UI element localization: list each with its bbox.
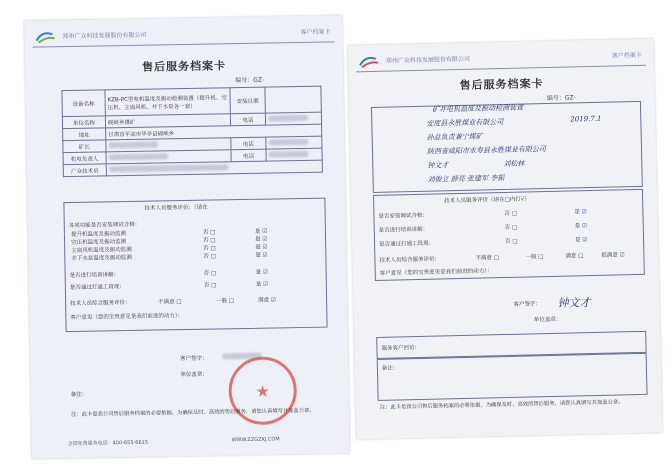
footer-note: 注：此卡是我公司售后服务档案的必要依据，为确保及时、高效的售后服务，请您认真填写并加盖公章。 [71, 407, 315, 419]
sign-label: 客户签字： [513, 301, 542, 308]
yes-option: 是 [255, 244, 261, 251]
footer-website: WWW.ZZGZKJ.COM [231, 436, 280, 444]
fair-option: 一般 [525, 254, 537, 261]
company-name: 郑州广众科技发展股份有限公司 [385, 55, 471, 65]
service-evaluation-box: 技术人员服务评价：（请在 各项功能是否安装调试合格： 提升机温度及振动监测 空压机温度及振动监测 主扇风机温度及振动监测 井下水泵温度及振动监测 否 □ 否 □ 否 □ 否 □ 是 ☑ 是 ☑ 是 ☑ 是 ☑ 是否进行培训讲解： 否 □ 是 ☑ 是否通过打通工段现： 否 □ 是 ☑ 技术人员综合服务评价： 不满意 □ 一般 □ 满意 ☑ 客户意见（您的宝贵意见是我们前进的动力）： [63, 198, 327, 333]
card-type-label: 客户档案卡 [611, 51, 642, 60]
check-mark-icon: ☑ [581, 209, 587, 216]
sign-label: 客户签字： [180, 355, 208, 363]
redacted-name [108, 141, 158, 148]
unit-handwritten: 安度县永胜煤业有限公司 [426, 118, 504, 128]
equipment-handwritten: 矿井电机温度及振动检测装置 [431, 103, 524, 114]
person2-handwritten: 刘松林 [503, 159, 525, 169]
card-type-label: 客户档案卡 [300, 28, 331, 36]
q1-label: 是否安装调试合格： [378, 212, 429, 220]
yes-option: 是 [254, 228, 261, 235]
items-header: 各项功能是否安装调试合格： [68, 221, 141, 230]
yes-option: 是 [574, 223, 581, 230]
check-mark-icon: ☑ [262, 244, 268, 251]
yes-option: 是 [255, 236, 261, 243]
service-eval-header: 技术人员服务评价（请在□内打√） [444, 196, 530, 205]
company-logo-icon [32, 28, 58, 44]
overall-label: 技术人员综合服务评价： [70, 299, 131, 308]
yes-option: 是 [255, 281, 262, 288]
left-archive-card [24, 15, 350, 458]
yes-option: 是 [574, 209, 580, 216]
star-icon: ★ [255, 381, 271, 401]
remark-box [377, 353, 648, 401]
redacted-phone [269, 150, 309, 157]
satisfied-option: 满意 [258, 297, 270, 304]
electro-manager-label: 机电负责人 [63, 152, 106, 165]
unit-value: 砚峡乡煤矿 [105, 114, 230, 128]
yes-option: 是 [255, 252, 261, 259]
redacted-name [109, 153, 169, 160]
seal-label: 单位盖章： [180, 371, 208, 379]
check-mark-icon: ☑ [582, 237, 588, 244]
item-hoist: 提升机温度及振动监测 [70, 231, 127, 239]
service-callback-label: 服务客户回访： [381, 344, 421, 352]
mine-manager-label: 矿长 [63, 140, 106, 153]
tech-label: 广众技术员 [63, 164, 106, 177]
redacted-phone [268, 138, 308, 145]
no-option: 否 [504, 224, 511, 232]
item-compressor: 空压机温度及振动监测 [71, 239, 127, 247]
address-value: 甘肃省平凉市华亭县砚峡乡 [106, 124, 322, 140]
equipment-label: 设备名称 [62, 90, 105, 117]
poor-option: 不满意 [158, 299, 175, 306]
equipment-value: KZB-PC型电机温度及振动检测装置（提升机、空压机、主扇风机、井下水泵各一套） [105, 88, 230, 116]
opinion-label: 客户意见（您的宝贵意见是我们前进的动力）： [70, 313, 184, 322]
no-option: 否 [504, 210, 511, 218]
check-mark-icon: ☑ [619, 252, 625, 259]
card-title: 售后服务档案卡 [459, 77, 544, 92]
no-option: 否 [203, 282, 210, 289]
overall-label: 技术人员综合服务评价： [379, 256, 441, 264]
company-name: 郑州广众科技发展股份有限公司 [62, 31, 147, 41]
training-label: 是否进行培训讲解： [69, 272, 120, 280]
yes-option: 是 [574, 237, 581, 244]
unit-label: 单位名称 [62, 116, 105, 129]
seal-label: 单位盖章： [533, 316, 562, 324]
phone-label-2: 电话 [231, 137, 266, 150]
card-number: 编号：GZ- [546, 94, 576, 103]
date-handwritten: 2019.7.1 [570, 114, 602, 124]
no-option: 否 [203, 245, 209, 252]
check-mark-icon: ☑ [270, 297, 276, 304]
very-satisfied-option: 很满意 [601, 252, 618, 259]
satisfied-option: 满意 [565, 253, 577, 260]
remark-label: 备注： [381, 365, 399, 372]
customer-signature: 钟文才 [557, 296, 591, 310]
check-mark-icon: ☑ [581, 223, 588, 230]
acceptance-label: 是否通过打通工段现： [69, 284, 125, 292]
fair-option: 一般 [216, 298, 228, 305]
footer-note: 注：此卡是我公司售后服务档案的必要依据，为确保及时、高效的售后服务，请您认真填写并加盖公章。 [379, 399, 624, 411]
company-logo-icon [356, 53, 382, 70]
address-label: 地址 [63, 128, 106, 141]
check-mark-icon: ☑ [262, 228, 268, 235]
right-info-table [371, 101, 643, 193]
remark-label: 备注： [70, 391, 88, 399]
phone-label-3: 电话 [231, 149, 266, 162]
redacted-phone [268, 114, 308, 121]
poor-option: 不满意 [475, 255, 493, 262]
no-option: 否 [203, 237, 209, 244]
install-date-label: 安装日期 [230, 87, 265, 114]
service-eval-header: 技术人员服务评价：（请在 [144, 204, 208, 212]
footer-phone: 全国免费服务电话：400-655-6615 [67, 439, 149, 448]
right-archive-card [348, 39, 663, 440]
left-card-header [32, 23, 334, 47]
contact-handwritten: 孙总负责兼宁煤矿 [426, 132, 483, 142]
right-service-evaluation-box: 技术人员服务评价（请在□内打√） 是否安装调试合格： 否 □ 是 ☑ 是否进行培训讲解： 否 □ 是 ☑ 是否通过打通工段现： 否 □ 是 ☑ 技术人员综合服务评价： 不满意 □ 一般 □ 满意 □ 很满意 ☑ 客户意见（您的宝贵意见是我们前进的动力）： [373, 189, 645, 281]
address-handwritten: 陕西省咸阳市永寿县永胜煤业有限公司 [426, 145, 547, 156]
yes-option: 是 [255, 269, 262, 276]
redacted-tech-names [109, 164, 229, 172]
no-option: 否 [202, 229, 209, 236]
techs-handwritten: 刘俊立 薛亮 张建军 李振 [427, 174, 505, 184]
check-mark-icon: ☑ [263, 281, 269, 288]
check-mark-icon: ☑ [262, 236, 268, 243]
check-mark-icon: ☑ [262, 269, 268, 276]
person1-handwritten: 钟文才 [427, 161, 449, 170]
item-pump: 井下水泵温度及振动监测 [71, 254, 132, 263]
no-option: 否 [203, 253, 209, 260]
left-info-table [61, 86, 322, 178]
q2-label: 是否进行培训讲解： [378, 226, 429, 234]
card-number: 编号：GZ- [235, 76, 265, 85]
opinion-label: 客户意见（您的宝贵意见是我们前进的动力）： [379, 268, 493, 277]
item-fan: 主扇风机温度及振动监测 [71, 246, 132, 255]
check-mark-icon: ☑ [262, 252, 268, 259]
card-title: 售后服务档案卡 [141, 59, 227, 74]
no-option: 否 [505, 238, 511, 245]
phone-label: 电话 [230, 113, 265, 126]
q3-label: 是否通过打通工段现： [379, 240, 435, 248]
no-option: 否 [203, 270, 210, 277]
install-date-value [265, 86, 321, 113]
right-card-header [356, 47, 646, 73]
